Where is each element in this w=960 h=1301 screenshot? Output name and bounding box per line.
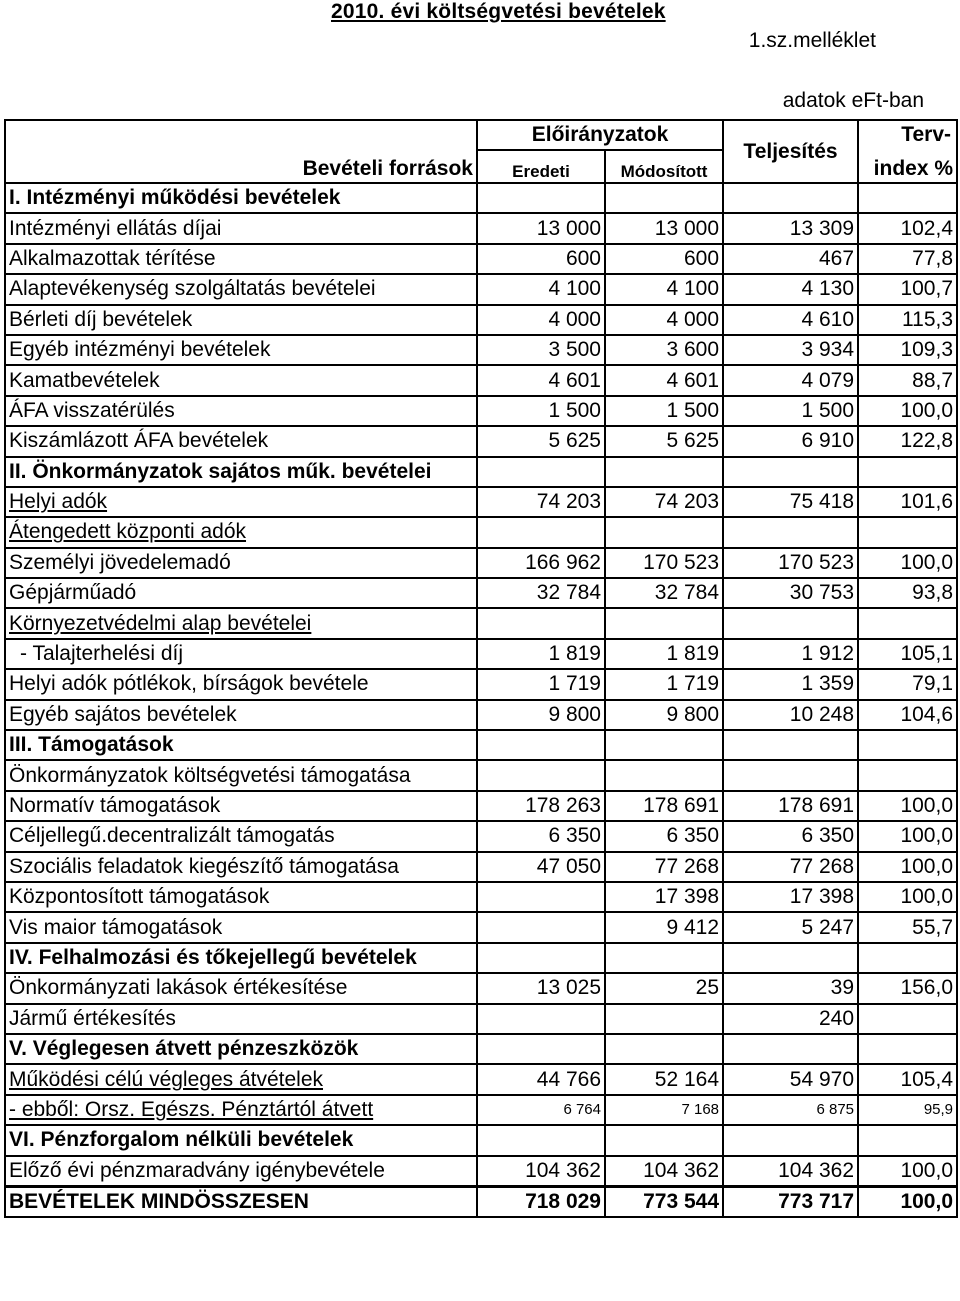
cell-modositott (605, 730, 723, 760)
cell-index (858, 760, 957, 790)
cell-eredeti: 44 766 (477, 1064, 605, 1094)
table-row (5, 487, 957, 517)
cell-eredeti (477, 730, 605, 760)
table-row (5, 517, 957, 547)
cell-index: 122,8 (858, 426, 957, 456)
cell-index: 95,9 (858, 1095, 957, 1125)
row-label (5, 973, 477, 1003)
cell-index: 100,0 (858, 396, 957, 426)
cell-eredeti: 178 263 (477, 791, 605, 821)
cell-modositott: 6 350 (605, 821, 723, 851)
cell-modositott: 13 000 (605, 213, 723, 243)
cell-eredeti (477, 608, 605, 638)
row-label (5, 548, 477, 578)
row-label-text: Kamatbevételek (9, 368, 160, 392)
cell-index: 79,1 (858, 669, 957, 699)
unit-note: adatok eFt-ban (782, 89, 924, 112)
cell-eredeti: 74 203 (477, 487, 605, 517)
row-label-text: Szociális feladatok kiegészítő támogatása (9, 854, 399, 878)
table-row (5, 213, 957, 243)
revenue-table (4, 119, 958, 1218)
table-row (5, 669, 957, 699)
cell-modositott: 52 164 (605, 1064, 723, 1094)
row-label (5, 608, 477, 638)
cell-teljesites: 10 248 (723, 700, 858, 730)
cell-eredeti (477, 457, 605, 487)
table-row (5, 700, 957, 730)
cell-teljesites: 4 079 (723, 365, 858, 395)
cell-eredeti: 4 100 (477, 274, 605, 304)
row-label-text: Gépjárműadó (9, 581, 137, 605)
table-row (5, 973, 957, 1003)
header-modositott: Módosított (605, 150, 723, 183)
page-title: 2010. évi költségvetési bevételek (331, 0, 666, 23)
row-label (5, 183, 477, 213)
table-row (5, 365, 957, 395)
table-row (5, 912, 957, 942)
cell-modositott: 9 800 (605, 700, 723, 730)
cell-modositott: 773 544 (605, 1186, 723, 1217)
cell-eredeti: 3 500 (477, 335, 605, 365)
cell-modositott: 104 362 (605, 1156, 723, 1187)
row-label (5, 791, 477, 821)
cell-modositott (605, 1004, 723, 1034)
header-row-top (5, 120, 957, 150)
cell-modositott: 3 600 (605, 335, 723, 365)
cell-modositott (605, 457, 723, 487)
row-label (5, 396, 477, 426)
table-row (5, 852, 957, 882)
row-label-text: Helyi adók pótlékok, bírságok bevétele (9, 672, 369, 696)
cell-eredeti: 5 625 (477, 426, 605, 456)
cell-eredeti: 1 719 (477, 669, 605, 699)
row-label-text: VI. Pénzforgalom nélküli bevételek (9, 1128, 354, 1152)
cell-eredeti: 104 362 (477, 1156, 605, 1187)
cell-teljesites: 5 247 (723, 912, 858, 942)
cell-eredeti: 718 029 (477, 1186, 605, 1217)
cell-teljesites: 1 359 (723, 669, 858, 699)
row-label-text: ÁFA visszatérülés (9, 398, 175, 422)
cell-index: 104,6 (858, 700, 957, 730)
header-eloiranyzatok: Előirányzatok (477, 120, 723, 150)
cell-index: 100,0 (858, 1186, 957, 1217)
row-label-text: Jármű értékesítés (9, 1006, 176, 1030)
section-row (5, 183, 957, 213)
table-row (5, 426, 957, 456)
section-row (5, 730, 957, 760)
row-label-text: BEVÉTELEK MINDÖSSZESEN (9, 1190, 309, 1214)
table-row (5, 244, 957, 274)
cell-teljesites: 240 (723, 1004, 858, 1034)
header-eredeti: Eredeti (477, 150, 605, 183)
cell-modositott: 4 000 (605, 305, 723, 335)
row-label-text: Előző évi pénzmaradvány igénybevétele (9, 1158, 385, 1182)
table-row (5, 821, 957, 851)
row-label (5, 639, 477, 669)
row-label (5, 487, 477, 517)
row-label-text: Alkalmazottak térítése (9, 246, 216, 270)
attachment-label: 1.sz.melléklet (748, 29, 876, 52)
cell-modositott: 9 412 (605, 912, 723, 942)
row-label (5, 669, 477, 699)
cell-eredeti (477, 1125, 605, 1155)
cell-teljesites: 13 309 (723, 213, 858, 243)
cell-teljesites (723, 943, 858, 973)
total-row (5, 1186, 957, 1217)
section-row (5, 943, 957, 973)
cell-eredeti (477, 1004, 605, 1034)
cell-eredeti: 6 350 (477, 821, 605, 851)
row-label-text: V. Véglegesen átvett pénzeszközök (9, 1037, 359, 1061)
header-teljesites: Teljesítés (723, 120, 858, 183)
header-terv-line1: Terv- (901, 122, 952, 146)
cell-teljesites: 1 500 (723, 396, 858, 426)
cell-eredeti (477, 943, 605, 973)
row-label (5, 213, 477, 243)
cell-eredeti: 166 962 (477, 548, 605, 578)
cell-modositott: 1 500 (605, 396, 723, 426)
cell-index: 100,0 (858, 821, 957, 851)
table-row (5, 791, 957, 821)
cell-modositott: 1 819 (605, 639, 723, 669)
cell-teljesites: 6 875 (723, 1095, 858, 1125)
cell-modositott: 25 (605, 973, 723, 1003)
cell-eredeti (477, 1034, 605, 1064)
cell-teljesites (723, 517, 858, 547)
cell-index: 100,0 (858, 791, 957, 821)
table-row (5, 1064, 957, 1094)
header-tervindex (858, 120, 957, 183)
row-label (5, 1064, 477, 1094)
cell-teljesites: 467 (723, 244, 858, 274)
cell-modositott: 600 (605, 244, 723, 274)
cell-index: 100,0 (858, 852, 957, 882)
table-row (5, 1156, 957, 1187)
row-label (5, 305, 477, 335)
row-label (5, 1125, 477, 1155)
cell-teljesites: 170 523 (723, 548, 858, 578)
cell-teljesites: 39 (723, 973, 858, 1003)
cell-teljesites: 3 934 (723, 335, 858, 365)
cell-index: 109,3 (858, 335, 957, 365)
cell-modositott: 170 523 (605, 548, 723, 578)
row-label-text: Önkormányzatok költségvetési támogatása (9, 763, 411, 787)
cell-eredeti: 47 050 (477, 852, 605, 882)
table-row (5, 305, 957, 335)
table-row (5, 1004, 957, 1034)
cell-teljesites (723, 457, 858, 487)
row-label (5, 335, 477, 365)
row-label-text: Intézményi ellátás díjai (9, 216, 222, 240)
cell-modositott: 77 268 (605, 852, 723, 882)
cell-teljesites: 6 910 (723, 426, 858, 456)
cell-modositott: 1 719 (605, 669, 723, 699)
cell-eredeti: 6 764 (477, 1095, 605, 1125)
cell-index (858, 1034, 957, 1064)
cell-index: 105,1 (858, 639, 957, 669)
cell-index (858, 457, 957, 487)
table-row (5, 396, 957, 426)
header-terv-line2: index % (873, 156, 954, 180)
row-label (5, 517, 477, 547)
row-label (5, 244, 477, 274)
row-label (5, 912, 477, 942)
cell-modositott: 4 601 (605, 365, 723, 395)
cell-teljesites: 178 691 (723, 791, 858, 821)
cell-teljesites (723, 1125, 858, 1155)
cell-index (858, 608, 957, 638)
cell-modositott: 17 398 (605, 882, 723, 912)
cell-eredeti (477, 760, 605, 790)
cell-eredeti: 4 601 (477, 365, 605, 395)
row-label-text: III. Támogatások (9, 733, 174, 757)
cell-teljesites (723, 730, 858, 760)
cell-modositott: 32 784 (605, 578, 723, 608)
cell-index (858, 183, 957, 213)
cell-index: 101,6 (858, 487, 957, 517)
cell-modositott (605, 760, 723, 790)
cell-eredeti: 1 819 (477, 639, 605, 669)
cell-teljesites: 4 130 (723, 274, 858, 304)
cell-teljesites: 4 610 (723, 305, 858, 335)
cell-modositott: 4 100 (605, 274, 723, 304)
cell-teljesites: 17 398 (723, 882, 858, 912)
cell-eredeti (477, 517, 605, 547)
row-label-text: II. Önkormányzatok sajátos műk. bevételei (9, 459, 432, 483)
row-label (5, 578, 477, 608)
table-row (5, 639, 957, 669)
cell-index: 55,7 (858, 912, 957, 942)
row-label-text: I. Intézményi működési bevételek (9, 186, 341, 210)
row-label-text: - Talajterhelési díj (20, 642, 184, 666)
table-row (5, 882, 957, 912)
cell-index: 105,4 (858, 1064, 957, 1094)
row-label-text: Átengedett központi adók (9, 520, 247, 544)
table-row (5, 274, 957, 304)
cell-teljesites: 30 753 (723, 578, 858, 608)
row-label-text: Egyéb sajátos bevételek (9, 702, 237, 726)
cell-index: 100,0 (858, 1156, 957, 1187)
cell-index: 102,4 (858, 213, 957, 243)
cell-modositott: 7 168 (605, 1095, 723, 1125)
row-label-text: Helyi adók (9, 490, 108, 514)
row-label-text: Környezetvédelmi alap bevételei (9, 611, 312, 635)
cell-eredeti: 1 500 (477, 396, 605, 426)
cell-index: 100,0 (858, 882, 957, 912)
row-label (5, 1186, 477, 1217)
table-row (5, 1095, 957, 1125)
row-label (5, 943, 477, 973)
table-row (5, 578, 957, 608)
section-row (5, 1034, 957, 1064)
cell-eredeti: 4 000 (477, 305, 605, 335)
row-label (5, 1156, 477, 1187)
cell-index (858, 730, 957, 760)
cell-index: 115,3 (858, 305, 957, 335)
row-label-text: Személyi jövedelemadó (9, 550, 231, 574)
row-label-text: Vis maior támogatások (9, 915, 223, 939)
row-label (5, 274, 477, 304)
cell-modositott: 178 691 (605, 791, 723, 821)
table-row (5, 548, 957, 578)
cell-index: 88,7 (858, 365, 957, 395)
cell-index (858, 943, 957, 973)
cell-index (858, 517, 957, 547)
cell-modositott (605, 1125, 723, 1155)
row-label (5, 457, 477, 487)
cell-teljesites: 1 912 (723, 639, 858, 669)
row-label (5, 1034, 477, 1064)
cell-modositott (605, 608, 723, 638)
row-label (5, 700, 477, 730)
cell-index: 77,8 (858, 244, 957, 274)
cell-teljesites: 54 970 (723, 1064, 858, 1094)
row-label-text: Normatív támogatások (9, 794, 221, 817)
cell-eredeti (477, 912, 605, 942)
cell-teljesites (723, 1034, 858, 1064)
row-label (5, 821, 477, 851)
row-label (5, 882, 477, 912)
section-row (5, 457, 957, 487)
cell-eredeti (477, 183, 605, 213)
row-label-text: Céljellegű.decentralizált támogatás (9, 824, 335, 848)
cell-modositott: 5 625 (605, 426, 723, 456)
cell-index: 100,7 (858, 274, 957, 304)
cell-index: 156,0 (858, 973, 957, 1003)
cell-teljesites: 6 350 (723, 821, 858, 851)
cell-teljesites (723, 760, 858, 790)
cell-eredeti: 32 784 (477, 578, 605, 608)
cell-eredeti: 600 (477, 244, 605, 274)
header-source: Bevételi források (5, 120, 477, 183)
cell-eredeti (477, 882, 605, 912)
table-row (5, 760, 957, 790)
cell-eredeti: 9 800 (477, 700, 605, 730)
row-label (5, 1004, 477, 1034)
row-label (5, 426, 477, 456)
table-row (5, 608, 957, 638)
cell-modositott: 74 203 (605, 487, 723, 517)
row-label-text: Bérleti díj bevételek (9, 307, 193, 331)
cell-index: 93,8 (858, 578, 957, 608)
cell-modositott (605, 1034, 723, 1064)
row-label (5, 1095, 477, 1125)
row-label-text: Önkormányzati lakások értékesítése (9, 976, 348, 1000)
cell-eredeti: 13 000 (477, 213, 605, 243)
cell-modositott (605, 517, 723, 547)
row-label-text: IV. Felhalmozási és tőkejellegű bevételek (9, 945, 417, 969)
section-row (5, 1125, 957, 1155)
cell-teljesites: 773 717 (723, 1186, 858, 1217)
row-label-text: Alaptevékenység szolgáltatás bevételei (9, 277, 376, 301)
row-label-text: - ebből: Orsz. Egészs. Pénztártól átvett (9, 1097, 374, 1121)
cell-teljesites (723, 183, 858, 213)
cell-teljesites: 104 362 (723, 1156, 858, 1187)
row-label (5, 852, 477, 882)
row-label-text: Egyéb intézményi bevételek (9, 338, 271, 362)
cell-eredeti: 13 025 (477, 973, 605, 1003)
cell-teljesites: 77 268 (723, 852, 858, 882)
table-row (5, 335, 957, 365)
row-label (5, 760, 477, 790)
row-label-text: Központosított támogatások (9, 885, 270, 909)
row-label-text: Kiszámlázott ÁFA bevételek (9, 429, 269, 453)
row-label (5, 365, 477, 395)
row-label (5, 730, 477, 760)
cell-modositott (605, 183, 723, 213)
cell-modositott (605, 943, 723, 973)
row-label-text: Működési célú végleges átvételek (9, 1067, 324, 1091)
cell-teljesites (723, 608, 858, 638)
cell-index (858, 1125, 957, 1155)
cell-index (858, 1004, 957, 1034)
cell-teljesites: 75 418 (723, 487, 858, 517)
cell-index: 100,0 (858, 548, 957, 578)
